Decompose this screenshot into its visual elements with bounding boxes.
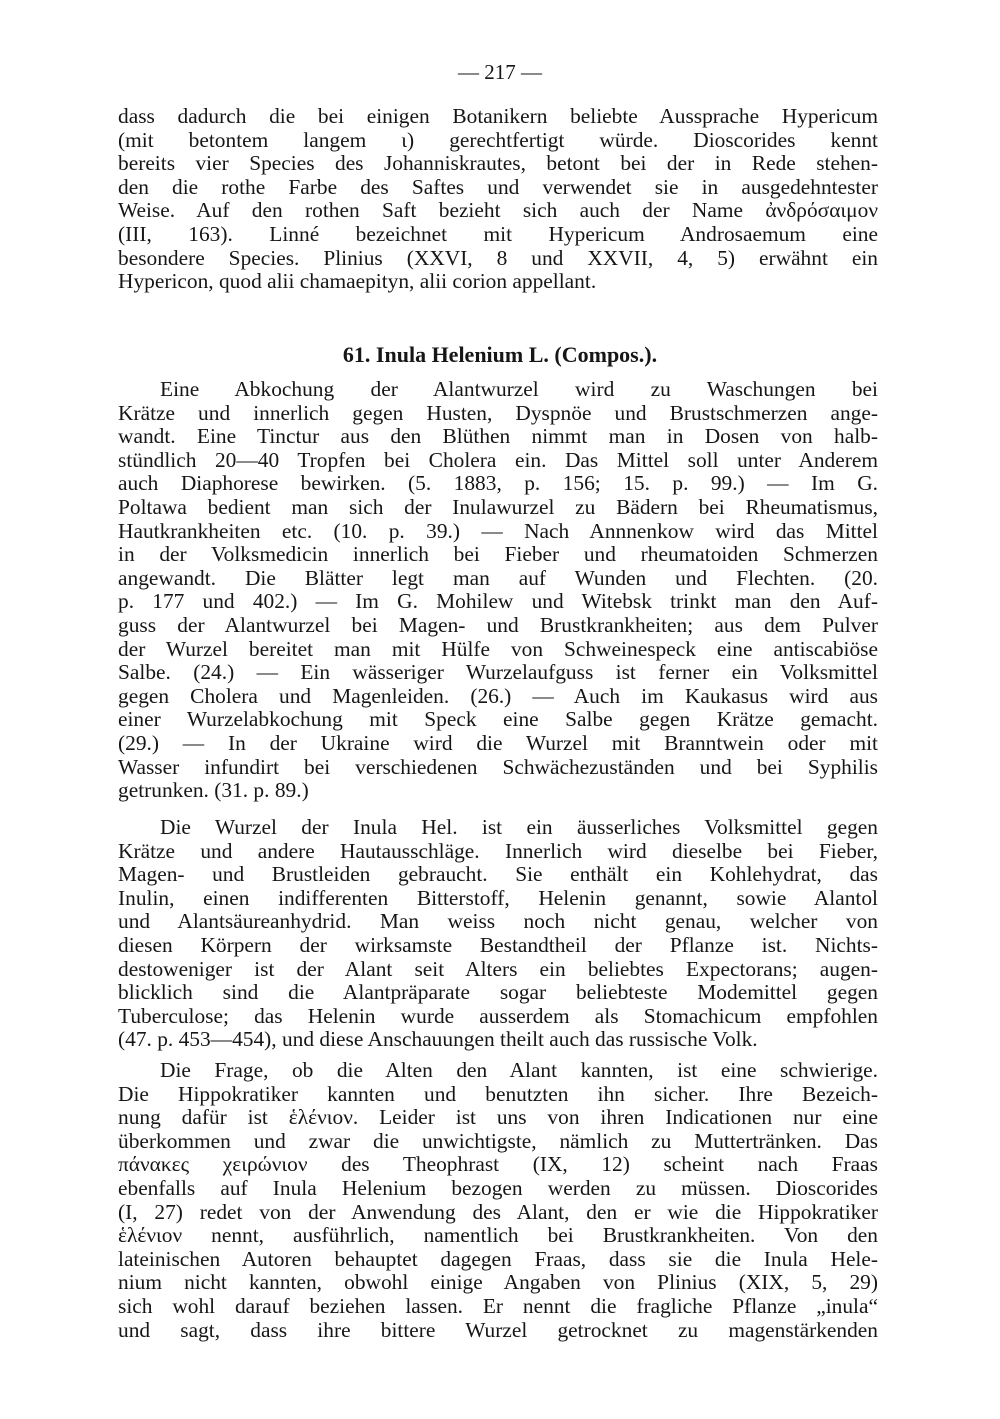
text-line: stündlich 20—40 Tropfen bei Cholera ein. Das Mittel soll unter Anderem [118,447,878,472]
text-line: nung dafür ist ἑλένιον. Leider ist uns von ihren Indicationen nur eine [118,1105,878,1130]
text-line: Hypericon, quod alii chamaepityn, alii corion appellant. [118,269,597,294]
text-line: Hautkrankheiten etc. (10. p. 39.) — Nach Annnenkow wird das Mittel [118,518,878,543]
text-line: (47. p. 453—454), und diese Anschauungen theilt auch das russische Volk. [118,1027,758,1052]
text-line: sich wohl darauf beziehen lassen. Er nennt die fragliche Pflanze „inula“ [118,1293,878,1318]
text-line: Tuberculose; das Helenin wurde ausserdem als Stomachicum empfohlen [118,1003,878,1028]
text-line: und Alantsäureanhydrid. Man weiss noch nicht genau, welcher von [118,909,878,934]
text-line: Die Wurzel der Inula Hel. ist ein äusserliches Volksmittel gegen [160,815,878,839]
text-line: Krätze und innerlich gegen Husten, Dyspnöe und Brustschmerzen ange- [118,400,878,425]
text-line: (mit betontem langem ι) gerechtfertigt würde. Dioscorides kennt [118,127,878,152]
text-line: ebenfalls auf Inula Helenium bezogen werden zu müssen. Dioscorides [118,1175,878,1200]
text-line: getrunken. (31. p. 89.) [118,778,309,803]
text-line: Poltawa bedient man sich der Inulawurzel zu Bädern bei Rheumatismus, [118,494,878,519]
text-line: (29.) — In der Ukraine wird die Wurzel mit Branntwein oder mit [118,730,878,755]
text-line: p. 177 und 402.) — Im G. Mohilew und Witebsk trinkt man den Auf- [118,589,878,614]
text-line: (III, 163). Linné bezeichnet mit Hypericum Androsaemum eine [118,221,878,246]
text-line: bereits vier Species des Johanniskrautes, betont bei der in Rede stehen- [118,151,878,176]
text-line: diesen Körpern der wirksamste Bestandtheil der Pflanze ist. Nichts- [118,932,878,957]
text-line: besondere Species. Plinius (XXVI, 8 und XXVII, 4, 5) erwähnt ein [118,245,878,270]
text-line: blicklich sind die Alantpräparate sogar beliebteste Modemittel gegen [118,980,878,1005]
text-line: destoweniger ist der Alant seit Alters ein beliebtes Expectorans; augen- [118,956,878,981]
text-line: (I, 27) redet von der Anwendung des Alant, den er wie die Hippokratiker [118,1199,878,1224]
text-line: lateinischen Autoren behauptet dagegen Fraas, dass sie die Inula Hele- [118,1246,878,1271]
text-line: Salbe. (24.) — Ein wässeriger Wurzelaufguss ist ferner ein Volksmittel [118,660,878,685]
text-line: angewandt. Die Blätter legt man auf Wunden und Flechten. (20. [118,565,878,590]
text-line: ἑλένιον nennt, ausführlich, namentlich bei Brustkrankheiten. Von den [118,1223,878,1248]
text-line: guss der Alantwurzel bei Magen- und Brustkrankheiten; aus dem Pulver [118,612,878,637]
text-line: Die Frage, ob die Alten den Alant kannten, ist eine schwierige. [160,1058,878,1082]
text-line: Weise. Auf den rothen Saft bezieht sich auch der Name ἀνδρόσαιμον [118,198,878,223]
text-line: Krätze und andere Hautausschläge. Innerlich wird dieselbe bei Fieber, [118,838,878,863]
text-line: πάνακες χειρώνιον des Theophrast (IX, 12) scheint nach Fraas [118,1152,878,1177]
text-line: überkommen und zwar die unwichtigste, nämlich zu Muttertränken. Das [118,1128,878,1153]
text-line: gegen Cholera und Magenleiden. (26.) — Auch im Kaukasus wird aus [118,683,878,708]
section-heading: 61. Inula Helenium L. (Compos.). [342,342,658,367]
text-line: Inulin, einen indifferenten Bitterstoff, Helenin genannt, sowie Alantol [118,885,878,910]
text-line: und sagt, dass ihre bittere Wurzel getrocknet zu magenstärkenden [118,1317,878,1342]
paragraph-1 [118,378,878,803]
text-line: einer Wurzelabkochung mit Speck eine Salbe gegen Krätze gemacht. [118,707,878,732]
text-line: der Wurzel bereitet man mit Hülfe von Schweinespeck eine antiscabiöse [118,636,878,661]
text-line: dass dadurch die bei einigen Botanikern beliebte Aussprache Hypericum [118,104,878,128]
paragraph-3 [118,1059,878,1342]
intro-paragraph [118,105,878,294]
text-line: Magen- und Brustleiden gebraucht. Sie enthält ein Kohlehydrat, das [118,862,878,887]
text-line: Eine Abkochung der Alantwurzel wird zu Waschungen bei [160,377,878,401]
text-line: Wasser infundirt bei verschiedenen Schwächezuständen und bei Syphilis [118,754,878,779]
text-line: nium nicht kannten, obwohl einige Angaben von Plinius (XIX, 5, 29) [118,1270,878,1295]
text-line: den die rothe Farbe des Saftes und verwendet sie in ausgedehntester [118,174,878,199]
page-number: — 217 — [458,60,542,84]
text-line: auch Diaphorese bewirken. (5. 1883, p. 156; 15. p. 99.) — Im G. [118,471,878,496]
text-line: wandt. Eine Tinctur aus den Blüthen nimmt man in Dosen von halb- [118,424,878,449]
text-line: Die Hippokratiker kannten und benutzten ihn sicher. Ihre Bezeich- [118,1081,878,1106]
paragraph-2 [118,816,878,1052]
text-line: in der Volksmedicin innerlich bei Fieber und rheumatoiden Schmerzen [118,542,878,567]
